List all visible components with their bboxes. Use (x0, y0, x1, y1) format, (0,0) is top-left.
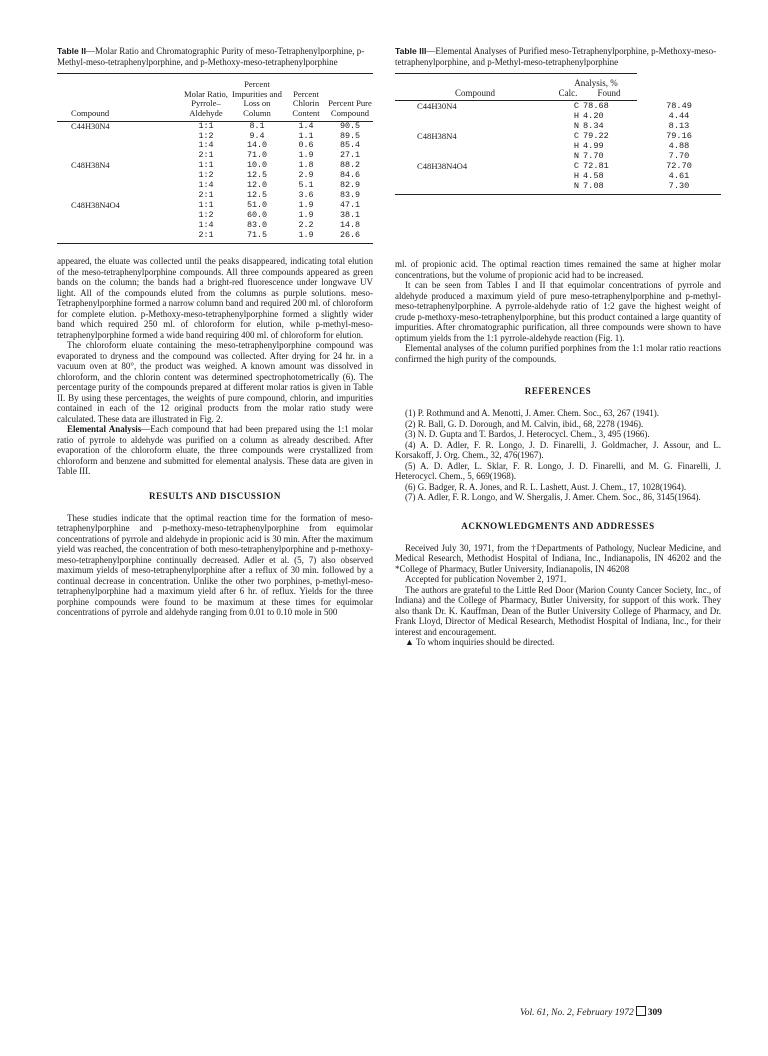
table2-header-pure: Percent Pure Compound (327, 74, 373, 121)
table2-header-ratio: Molar Ratio, Pyrrole–Aldehyde (183, 74, 229, 121)
table-row (395, 181, 721, 195)
table-row (57, 171, 373, 181)
table3-cell-element: H (573, 141, 579, 152)
table3-cell-calc: 4.58 (583, 171, 604, 182)
ack-paragraph: The authors are grateful to the Little Red Door (Marion County Cancer Society, Inc., of Indiana) and the College of Pharmacy, Butler University, for support of this work. They also thank Dr. K. Kauffman, Dean of the Butler University College of Pharmacy, and Dr. Frank Lloyd, Director of Medical Research, Methodist Hospital of Indiana, Inc., for their interest and encouragement. (395, 584, 721, 637)
table2-cell: 27.1 (339, 150, 361, 161)
table2-cell: 0.6 (298, 140, 314, 151)
table2-cell: 84.6 (339, 170, 361, 181)
table3-cell-found: 79.16 (666, 131, 692, 142)
table2-cell: 12.5 (246, 170, 268, 181)
table-row (57, 161, 373, 171)
table2-cell: 89.5 (339, 130, 361, 141)
table2-cell: 12.0 (246, 180, 268, 191)
table3-cell-compound (395, 121, 555, 131)
table2-cell: 5.1 (298, 180, 314, 191)
table3-cell-element: N (573, 121, 579, 132)
table3-cell-calc: 4.20 (583, 111, 604, 122)
table-row (57, 151, 373, 161)
table3-caption-text: —Elemental Analyses of Purified meso-Tetraphenylporphine, p-Methoxy-meso-tetraphenylporphine, and p-Methyl-meso-tetraphenylporphine (395, 46, 717, 67)
ack-heading: ACKNOWLEDGMENTS AND ADDRESSES (461, 520, 655, 531)
table-row (57, 141, 373, 151)
table3-cell-element: C (573, 131, 579, 142)
table2-cell: 1.4 (298, 120, 314, 131)
table3-cell-element: H (573, 171, 579, 182)
table2-cell-compound (57, 181, 183, 191)
body-paragraph: ml. of propionic acid. The optimal reaction times remained the same at higher molar concentrations, but the volume of propionic acid had to be increased. (395, 259, 721, 280)
table2-caption-text: —Molar Ratio and Chromatographic Purity of meso-Tetraphenylporphine, p-Methyl-meso-tetraphenylporphine, and p-Methoxy-meso-tetraphenylporphine (57, 46, 365, 67)
table3-header-found: Found (581, 88, 637, 101)
table2-cell: 1:1 (198, 120, 214, 131)
table2-cell-compound (57, 230, 183, 243)
table2-cell: 38.1 (339, 209, 361, 220)
table2-caption (57, 46, 373, 67)
table2-cell: 2:1 (183, 230, 229, 243)
elemental-paragraph (57, 424, 373, 477)
references-list (395, 408, 721, 503)
table2-cell: 1:1 (198, 160, 214, 171)
table2-cell: 1.9 (285, 230, 327, 243)
table-row (57, 191, 373, 201)
table2-cell-compound (57, 171, 183, 181)
table-row (395, 101, 721, 112)
table3-cell-compound (395, 111, 555, 121)
table2-cell: 1.9 (298, 199, 314, 210)
table2-cell-compound (57, 211, 183, 221)
table3-cell-calc: 7.08 (581, 181, 637, 195)
table2-cell-compound: C48H38N4 (71, 161, 110, 171)
table2-cell: 83.0 (246, 219, 268, 230)
table3-cell-found: 8.13 (668, 121, 690, 132)
table2-cell-compound (57, 191, 183, 201)
body-paragraph: Elemental analyses of the column purified porphines from the 1:1 molar ratio reactions confirmed the high purity of the compounds. (395, 343, 721, 364)
reference-item: (6) G. Badger, R. A. Jones, and R. L. Lashett, Aust. J. Chem., 17, 1028(1964). (405, 481, 687, 492)
table3-cell-element: N (555, 181, 581, 195)
ack-paragraph: Received July 30, 1971, from the †Departments of Pathology, Nuclear Medicine, and Medical Research, Methodist Hospital of Indiana, Inc., Indianapolis, IN 46202 and the *College of Pharmacy, Butler University, Indianapolis, IN 46208 (395, 542, 721, 574)
table3-cell-found: 4.88 (668, 141, 690, 152)
table3-header-analysis (555, 74, 637, 89)
table2-cell: 71.5 (229, 230, 285, 243)
table-row (395, 151, 721, 161)
table2-cell: 26.6 (327, 230, 373, 243)
table3-cell-compound (395, 151, 555, 161)
table-row (57, 181, 373, 191)
table2-cell: 1:4 (198, 140, 214, 151)
reference-item: (3) N. D. Gupta and T. Bardos, J. Heterocycl. Chem., 3, 495 (1966). (405, 429, 650, 440)
table-row (57, 211, 373, 221)
table3-caption (395, 46, 721, 67)
table3 (395, 73, 721, 195)
table2-cell: 51.0 (246, 199, 268, 210)
table3-cell-calc: 4.99 (583, 141, 604, 152)
table2-cell-compound (57, 131, 183, 141)
table2-cell: 3.6 (298, 189, 314, 200)
square-icon (636, 1006, 646, 1016)
table2-cell: 2.2 (298, 219, 314, 230)
table2-cell: 2:1 (198, 189, 214, 200)
elemental-text: —Each compound that had been prepared using the 1:1 molar ratio of pyrrole to aldehyde was purified on a column as already described. After evaporation of the chloroform eluate, the three compounds were crystallized from chloroform and benzene and submitted for elemental analysis. These data are given in Table III. (57, 424, 373, 477)
table2-cell-compound (57, 151, 183, 161)
table2-cell: 1:2 (198, 130, 214, 141)
table2-cell: 1:1 (198, 199, 214, 210)
table2-cell-compound (57, 141, 183, 151)
ack-paragraph: Accepted for publication November 2, 1971. (405, 574, 567, 585)
table3-cell-compound: C48H38N4 (417, 131, 457, 142)
table2-cell: 1:4 (198, 180, 214, 191)
results-paragraph: These studies indicate that the optimal reaction time for the formation of meso-tetraphenylporphine and p-methoxy-meso-tetraphenylporphine from equimolar concentrations of pyrrole and aldehyde in propionic acid is 30 min. After the maximum yield was reached, the concentration of both meso-tetraphenylporphine and p-methoxy-meso-tetraphenylporphine continually decreased. Adler et al. (5, 7) also observed maximum yields of meso-tetraphenylporphine after a reflux of 30 min. followed by a continual decrease in concentration. Unlike the other two porphines, p-methyl-meso-tetraphenylporphine had a maximum yield after 6 hr. of reflux. Yields for the three porphine compounds were found to be maximum at these times for equimolar concentrations of pyrrole and aldehyde ranging from 0.01 to 0.10 mole in 500 (57, 512, 373, 618)
table-row (395, 141, 721, 151)
table2-cell: 83.9 (339, 189, 361, 200)
table-row (57, 220, 373, 230)
page-number: 309 (647, 1008, 662, 1018)
table-row (395, 111, 721, 121)
table3-header-analysis-text: Analysis, % (574, 78, 618, 89)
table3-cell-found: 7.70 (668, 151, 690, 162)
table2-header-impurities: Percent Impurities and Loss on Column (229, 74, 285, 121)
table2-cell: 12.5 (246, 189, 268, 200)
table-row (395, 171, 721, 181)
right-column (395, 46, 721, 648)
table3-cell-calc: 78.68 (583, 101, 609, 112)
table2-cell-compound: C44H30N4 (71, 121, 110, 131)
table3-cell-found: 7.30 (637, 181, 721, 195)
table2-cell: 90.5 (339, 120, 361, 131)
table2-cell: 14.8 (339, 219, 361, 230)
table3-cell-calc: 79.22 (583, 131, 609, 142)
table2-cell: 14.0 (246, 140, 268, 151)
table2-cell: 85.4 (339, 140, 361, 151)
table-row (57, 121, 373, 131)
table3-cell-calc: 7.70 (583, 151, 604, 162)
body-paragraph: appeared, the eluate was collected until the peaks disappeared, indicating total elution of the meso-tetraphenylporphine compounds. All three compounds appeared as green bands on the column; the bands had a bright-red fluorescence under longwave UV light. All of the compounds eluted from the columns as purple solutions. meso-Tetraphenylporphine formed a narrow column band and required 200 ml. of chloroform for complete elution. p-Methoxy-meso-tetraphenylporphine formed a slightly wider band which required 250 ml. of chloroform for elution, while p-methyl-meso-tetraphenylporphine formed a wide band requiring 400 ml. of chloroform for elution. (57, 256, 373, 340)
table2-caption-label: Table II (57, 46, 86, 56)
table3-cell-found: 72.70 (666, 161, 692, 172)
table3-cell-element: C (573, 161, 579, 172)
table3-caption-label: Table III (395, 46, 427, 56)
ack-paragraph: ▲ To whom inquiries should be directed. (405, 637, 555, 648)
table3-cell-found: 4.61 (668, 171, 690, 182)
page-footer (520, 1006, 662, 1018)
results-heading: RESULTS AND DISCUSSION (149, 490, 281, 501)
reference-item: (1) P. Rothmund and A. Menotti, J. Amer. Chem. Soc., 63, 267 (1941). (405, 408, 659, 419)
table3-cell-compound (395, 171, 555, 181)
table2-cell: 60.0 (246, 209, 268, 220)
table3-cell-found: 4.44 (668, 111, 690, 122)
table3-cell-found: 78.49 (666, 100, 692, 111)
table2-cell: 1.9 (298, 150, 314, 161)
table3-cell-compound (395, 181, 555, 195)
footer-journal: Vol. 61, No. 2, February 1972 (520, 1008, 634, 1018)
references-heading: REFERENCES (524, 386, 592, 397)
reference-item: (2) R. Ball, G. D. Dorough, and M. Calvin, ibid., 68, 2278 (1946). (405, 418, 644, 429)
table2-header-chlorin: Percent Chlorin Content (285, 74, 327, 121)
table2-cell: 1:2 (198, 170, 214, 181)
table2-cell: 71.0 (246, 150, 268, 161)
body-paragraph: It can be seen from Tables I and II that equimolar concentrations of pyrrole and aldehyde produced a maximum yield of pure meso-tetraphenylporphine and p-methyl-meso-tetraphenylporphine. A pyrrole-aldehyde ratio of 1:2 gave the highest weight of crude p-methoxy-meso-tetraphenylporphine, but this product contained a large quantity of impurities. After chromatographic purification, all three compounds were shown to have optimum yields from the 1:1 pyrrole-aldehyde reaction (Fig. 1). (395, 280, 721, 343)
table-row (395, 161, 721, 171)
table3-header-calc: Calc. (555, 88, 581, 101)
reference-item: (5) A. D. Adler, L. Sklar, F. R. Longo, J. D. Finarelli, and M. G. Finarelli, J. Heterocycl. Chem., 5, 669(1968). (395, 460, 721, 482)
table3-cell-compound (395, 141, 555, 151)
table2-cell: 82.9 (339, 180, 361, 191)
table2-cell: 2:1 (198, 150, 214, 161)
table2-cell: 1.1 (298, 130, 314, 141)
table2-cell: 1.9 (298, 209, 314, 220)
table2-cell: 1:2 (198, 209, 214, 220)
table2-cell: 8.1 (249, 120, 265, 131)
table-row (395, 131, 721, 141)
table2-header-compound: Compound (57, 74, 183, 121)
left-column (57, 46, 373, 618)
table3-header-compound: Compound (395, 88, 555, 101)
table3-cell-calc: 72.81 (583, 161, 609, 172)
table2-cell: 47.1 (339, 199, 361, 210)
reference-item: (7) A. Adler, F. R. Longo, and W. Shergalis, J. Amer. Chem. Soc., 86, 3145(1964). (405, 492, 701, 503)
table2-cell-compound (57, 220, 183, 230)
table3-cell-calc: 8.34 (583, 121, 604, 132)
table3-header-blank (395, 74, 555, 89)
table2-cell-compound: C48H38N4O4 (71, 200, 120, 210)
table2-cell: 2.9 (298, 170, 314, 181)
table2-cell: 88.2 (339, 160, 361, 171)
table3-cell-element: N (573, 151, 579, 162)
table2-cell: 1.8 (298, 160, 314, 171)
table3-cell-element: H (573, 111, 579, 122)
table2 (57, 73, 373, 244)
table-row (57, 131, 373, 141)
table-row (57, 201, 373, 211)
table3-cell-element: C (573, 101, 579, 112)
reference-item: (4) A. D. Adler, F. R. Longo, J. D. Finarelli, J. Goldmacher, J. Assour, and L. Korsakoff, J. Org. Chem., 32, 476(1967). (395, 439, 721, 461)
table2-cell: 1:4 (198, 219, 214, 230)
table-row (57, 230, 373, 243)
table2-cell: 9.4 (249, 130, 265, 141)
table2-cell: 10.0 (246, 160, 268, 171)
table3-cell-compound: C44H30N4 (417, 101, 457, 112)
table3-cell-compound: C48H38N4O4 (417, 161, 468, 172)
table-row (395, 121, 721, 131)
elemental-label: Elemental Analysis (67, 424, 142, 435)
body-paragraph: The chloroform eluate containing the meso-tetraphenylporphine compound was evaporated to dryness and the compound was collected. After drying for 24 hr. in a vacuum oven at 80°, the product was weighed. A known amount was dissolved in chloroform, and the chlorin content was determined spectrophotometrically (6). The percentage purity of the compounds prepared at different molar ratios is given in Table II. By using these percentages, the weights of pure compound, chlorin, and impurities contained in each of the 12 original products from the molar ratio study were calculated. These data are illustrated in Fig. 2. (57, 340, 373, 424)
